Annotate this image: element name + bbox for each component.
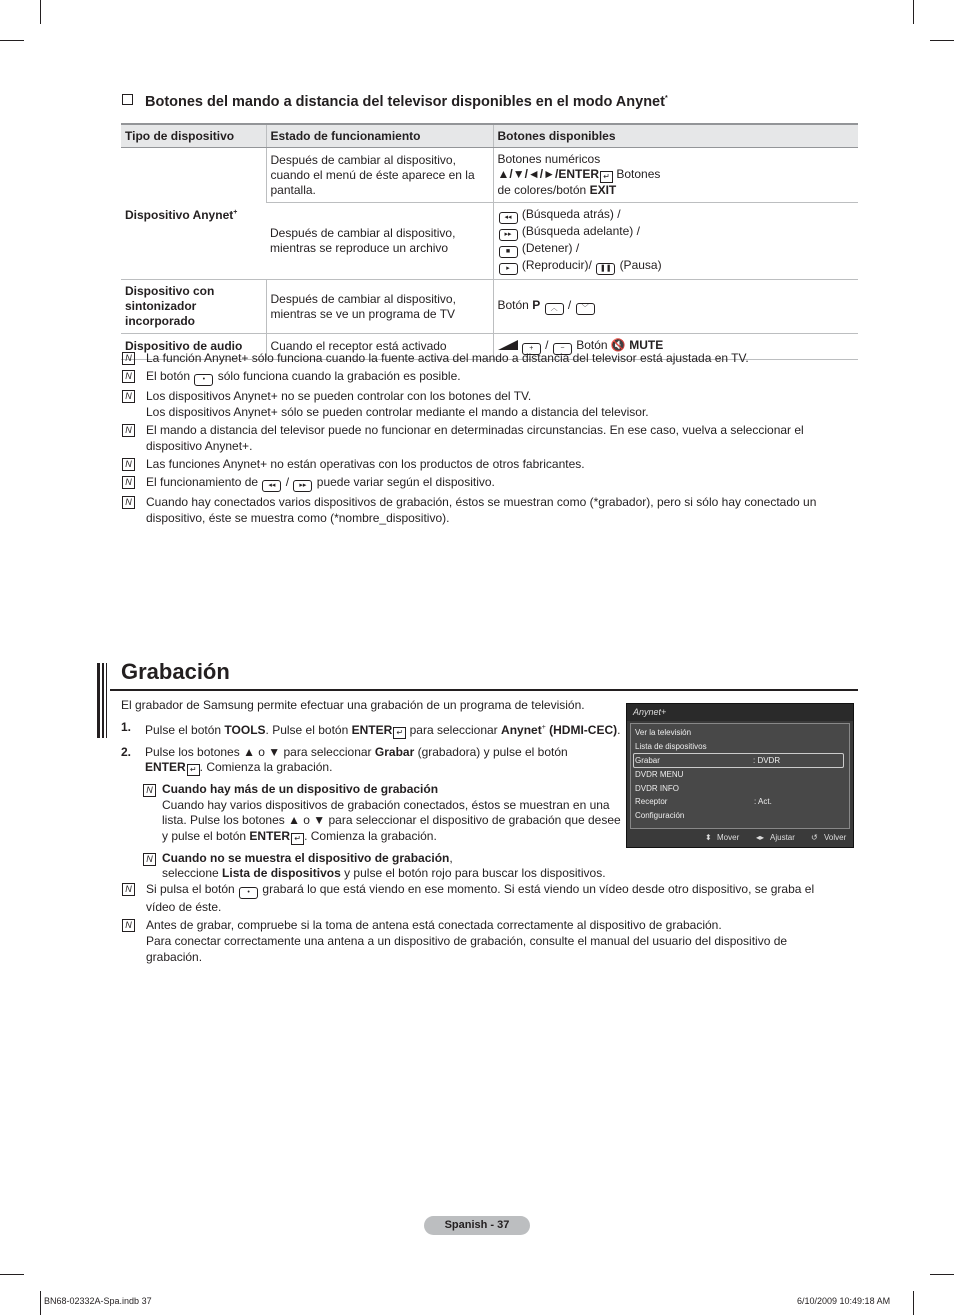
- device-type: Dispositivo de audio: [121, 334, 266, 360]
- step-2: 2. Pulse los botones ▲ o ▼ para seleccionar Grabar (grabadora) y pulse el botón ENTER ↵ . Comienza la grabación.: [121, 744, 568, 774]
- table-header: Tipo de dispositivo: [121, 124, 266, 148]
- device-type: Dispositivo Anynet+: [121, 148, 266, 280]
- device-type: Dispositivo con sintonizador incorporado: [121, 280, 266, 334]
- list-item: N El mando a distancia del televisor puede no funcionar en determinadas circunstancias. En ese caso, vuelva a seleccionar el dispositivo Anynet+.: [122, 422, 842, 454]
- volume-down-icon: −: [553, 343, 572, 355]
- enter-icon: ↵: [187, 764, 200, 776]
- list-item: N Antes de grabar, compruebe si la toma de antena está conectada correctamente al dispositivo de grabación. Para conectar correctamente una antena a un dispositivo de grabación, consulte el manual del usuario del dispositivo de grabación.: [122, 917, 842, 965]
- crop-mark: [40, 0, 41, 24]
- anynet-osd-menu: [626, 703, 854, 848]
- osd-menu-item-selected[interactable]: Grabar : DVDR: [633, 753, 844, 768]
- rewind-icon: ◂◂: [262, 480, 281, 492]
- table-header: Botones disponibles: [493, 124, 858, 148]
- divider: [110, 689, 858, 691]
- volume-ramp-icon: [498, 340, 518, 350]
- list-item: N El funcionamiento de ◂◂ / ▸▸ puede variar según el dispositivo.: [122, 474, 842, 492]
- note-icon: N: [122, 370, 135, 383]
- note-icon: N: [143, 853, 156, 866]
- record-icon: •: [239, 887, 258, 899]
- note-icon: N: [122, 476, 135, 489]
- record-icon: •: [194, 374, 213, 386]
- osd-menu-item[interactable]: Receptor : Act.: [635, 797, 772, 806]
- play-icon: ▸: [499, 263, 518, 275]
- enter-icon: ↵: [600, 171, 613, 183]
- list-item: N Si pulsa el botón • grabará lo que está viendo en ese momento. Si está viendo un vídeo desde otro dispositivo, se graba el vídeo de éste.: [122, 881, 842, 915]
- device-buttons: ◂◂ (Búsqueda atrás) / ▸▸ (Búsqueda adelante) / ■ (Detener) / ▸ (Reproducir)/ ❚❚ (Pausa): [493, 203, 858, 280]
- note-icon: N: [143, 784, 156, 797]
- fast-forward-icon: ▸▸: [499, 229, 518, 241]
- channel-down-icon: ﹀: [576, 303, 595, 315]
- pause-icon: ❚❚: [596, 263, 615, 275]
- channel-up-icon: ︿: [545, 303, 564, 315]
- note-icon: N: [122, 352, 135, 365]
- mute-icon: 🔇: [610, 338, 626, 352]
- page-title: Grabación: [121, 659, 230, 684]
- device-buttons: + / − Botón 🔇 MUTE: [493, 334, 858, 360]
- device-state: Después de cambiar al dispositivo, cuando el menú de éste aparece en la pantalla.: [266, 148, 493, 203]
- fast-forward-icon: ▸▸: [293, 480, 312, 492]
- crop-mark: [0, 1274, 24, 1275]
- anynet-logo: Anynet+: [627, 704, 853, 721]
- osd-panel: [630, 723, 850, 829]
- buttons-table: [121, 123, 858, 360]
- table-header-row: [121, 124, 858, 148]
- list-item: N Los dispositivos Anynet+ no se pueden controlar con los botones del TV. Los dispositivos Anynet+ sólo se pueden controlar mediante el mando a distancia del televisor.: [122, 388, 842, 420]
- table-row: [121, 280, 858, 334]
- list-item: N Cuando hay conectados varios dispositivos de grabación, éstos se muestran como (*grabador), pero si sólo hay conectado un dispositivo, éste se muestra como (*nombre_dispositivo).: [122, 494, 842, 526]
- notes-list: [122, 350, 842, 528]
- osd-nav-bar: ⬍ Mover ◂▸ Ajustar ↺ Volver: [627, 829, 853, 846]
- step-1: 1. Pulse el botón TOOLS. Pulse el botón ENTER ↵ para seleccionar Anynet+ (HDMI-CEC).: [121, 719, 621, 737]
- crop-mark: [930, 1274, 954, 1275]
- osd-menu-item[interactable]: DVDR MENU: [635, 770, 684, 779]
- footer-date: 6/10/2009 10:49:18 AM: [797, 1296, 891, 1306]
- volume-up-icon: +: [522, 343, 541, 355]
- device-buttons: Botones numéricos ▲/▼/◄/►/ENTER ↵ Botones de colores/botón EXIT: [493, 148, 858, 203]
- leftright-icon: ◂▸: [756, 833, 765, 842]
- intro-text: El grabador de Samsung permite efectuar una grabación de un programa de televisión.: [121, 698, 585, 712]
- note-icon: N: [122, 883, 135, 896]
- list-item: N El botón • sólo funciona cuando la grabación es posible.: [122, 368, 842, 386]
- return-icon: ↺: [811, 833, 818, 842]
- table-row: [121, 148, 858, 203]
- note-icon: N: [122, 390, 135, 403]
- device-state: Después de cambiar al dispositivo, mientras se reproduce un archivo: [266, 203, 493, 280]
- table-header: Estado de funcionamiento: [266, 124, 493, 148]
- device-state: Después de cambiar al dispositivo, mientras se ve un programa de TV: [266, 280, 493, 334]
- crop-mark: [913, 0, 914, 24]
- note-icon: N: [122, 496, 135, 509]
- enter-icon: ↵: [393, 727, 406, 739]
- crop-mark: [0, 40, 24, 41]
- list-item: N Las funciones Anynet+ no están operativas con los productos de otros fabricantes.: [122, 456, 842, 472]
- updown-icon: ⬍: [705, 833, 712, 842]
- recording-section: [121, 698, 621, 882]
- osd-menu-item[interactable]: DVDR INFO: [635, 784, 679, 793]
- note-icon: N: [122, 919, 135, 932]
- crop-mark: [930, 40, 954, 41]
- enter-icon: ↵: [291, 833, 304, 845]
- device-state: Cuando el receptor está activado: [266, 334, 493, 360]
- section-heading: Botones del mando a distancia del televisor disponibles en el modo Anynet*: [122, 94, 668, 110]
- sub-note: N Cuando no se muestra el dispositivo de grabación, seleccione Lista de dispositivos y pulse el botón rojo para buscar los dispositivos.: [143, 851, 642, 882]
- note-icon: N: [122, 424, 135, 437]
- note-icon: N: [122, 458, 135, 471]
- crop-mark: [913, 1291, 914, 1315]
- checkbox-bullet-icon: [122, 94, 133, 105]
- list-item: N La función Anynet+ sólo funciona cuando la fuente activa del mando a distancia del televisor está ajustada en TV.: [122, 350, 842, 366]
- crop-mark: [40, 1291, 41, 1315]
- rewind-icon: ◂◂: [499, 212, 518, 224]
- recording-notes: [122, 881, 842, 967]
- section-bars: [97, 663, 109, 738]
- footer-file: BN68-02332A-Spa.indb 37: [44, 1296, 152, 1306]
- sub-note: N Cuando hay más de un dispositivo de grabación Cuando hay varios dispositivos de grabación conectados, éstos se muestran en una lista. Pulse los botones ▲ o ▼ para seleccionar el dispositivo de grabación que desee y pulse el botón ENTER ↵ . Comienza la grabación.: [143, 782, 621, 845]
- page-number: Spanish - 37: [424, 1216, 530, 1235]
- osd-menu-item[interactable]: Lista de dispositivos: [635, 742, 707, 751]
- device-buttons: Botón P ︿ / ﹀: [493, 280, 858, 334]
- stop-icon: ■: [499, 246, 518, 258]
- osd-menu-item[interactable]: Ver la televisión: [635, 728, 692, 737]
- osd-menu-item[interactable]: Configuración: [635, 811, 685, 820]
